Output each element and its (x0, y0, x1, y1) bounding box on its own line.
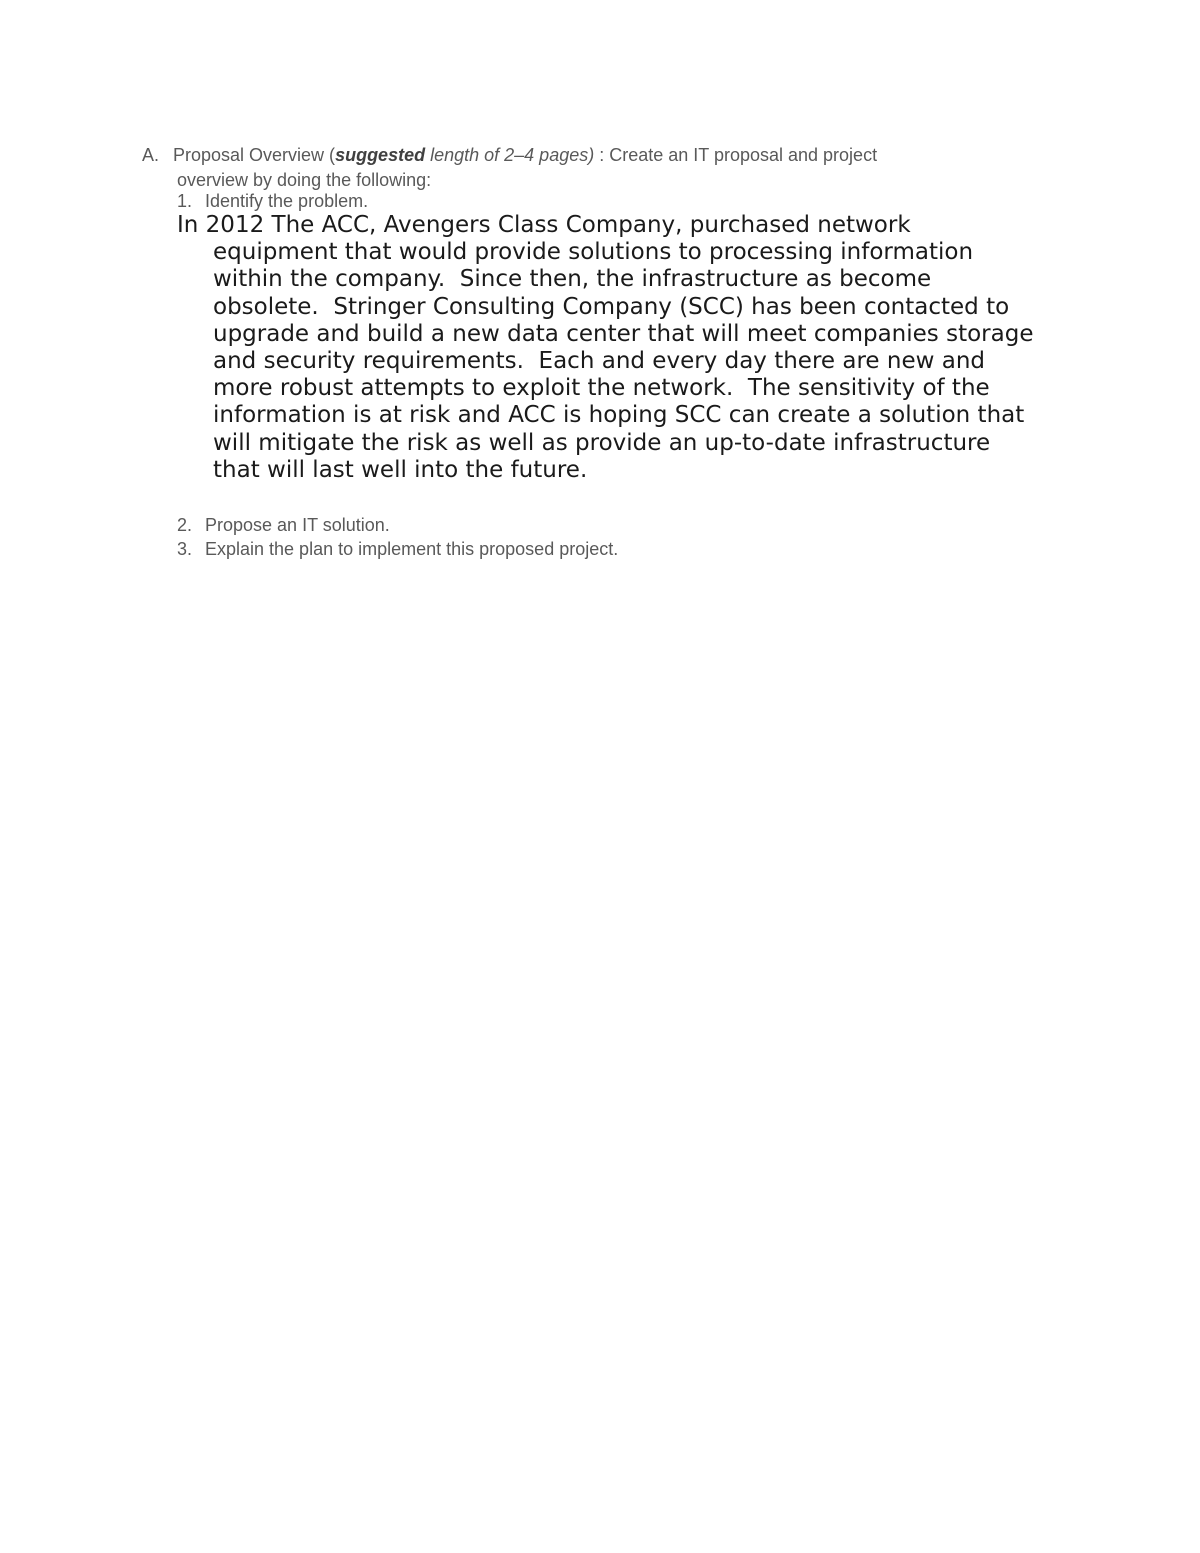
answer-line: information is at risk and ACC is hoping SCC can create a solution that (213, 402, 1025, 429)
answer-paragraph (177, 212, 1077, 484)
section-a-title-suffix: : Create an IT proposal and project (594, 145, 878, 165)
answer-line: obsolete. Stringer Consulting Company (SCC) has been contacted to (213, 293, 1010, 320)
answer-line: more robust attempts to exploit the network. The sensitivity of the (213, 375, 990, 402)
list-item-1 (177, 189, 368, 213)
answer-line: In 2012 The ACC, Avengers Class Company, purchased network (177, 212, 911, 238)
list-item-3 (177, 537, 618, 561)
list-item-1-text: Identify the problem. (205, 191, 369, 211)
section-a-length: length of 2–4 pages) (425, 145, 595, 165)
section-a-marker: A. (142, 145, 160, 165)
section-a-suggested: suggested (335, 145, 426, 165)
list-item-2-text: Propose an IT solution. (205, 515, 390, 535)
section-a-continuation: overview by doing the following: (177, 170, 432, 190)
list-item-3-text: Explain the plan to implement this proposed project. (205, 539, 619, 559)
list-item-3-number: 3. (177, 539, 193, 559)
answer-line: will mitigate the risk as well as provide an up-to-date infrastructure (213, 429, 991, 456)
answer-line: that will last well into the future. (213, 456, 588, 483)
answer-line: within the company. Since then, the infrastructure as become (213, 266, 932, 293)
list-item-1-number: 1. (177, 191, 193, 211)
answer-line: upgrade and build a new data center that will meet companies storage (213, 320, 1034, 347)
answer-line: and security requirements. Each and every day there are new and (213, 348, 985, 375)
section-a-heading (173, 143, 877, 167)
answer-line: equipment that would provide solutions to processing information (213, 239, 974, 266)
list-item-2 (177, 513, 390, 537)
list-item-2-number: 2. (177, 515, 193, 535)
section-a-title-prefix: Proposal Overview ( (173, 145, 336, 165)
